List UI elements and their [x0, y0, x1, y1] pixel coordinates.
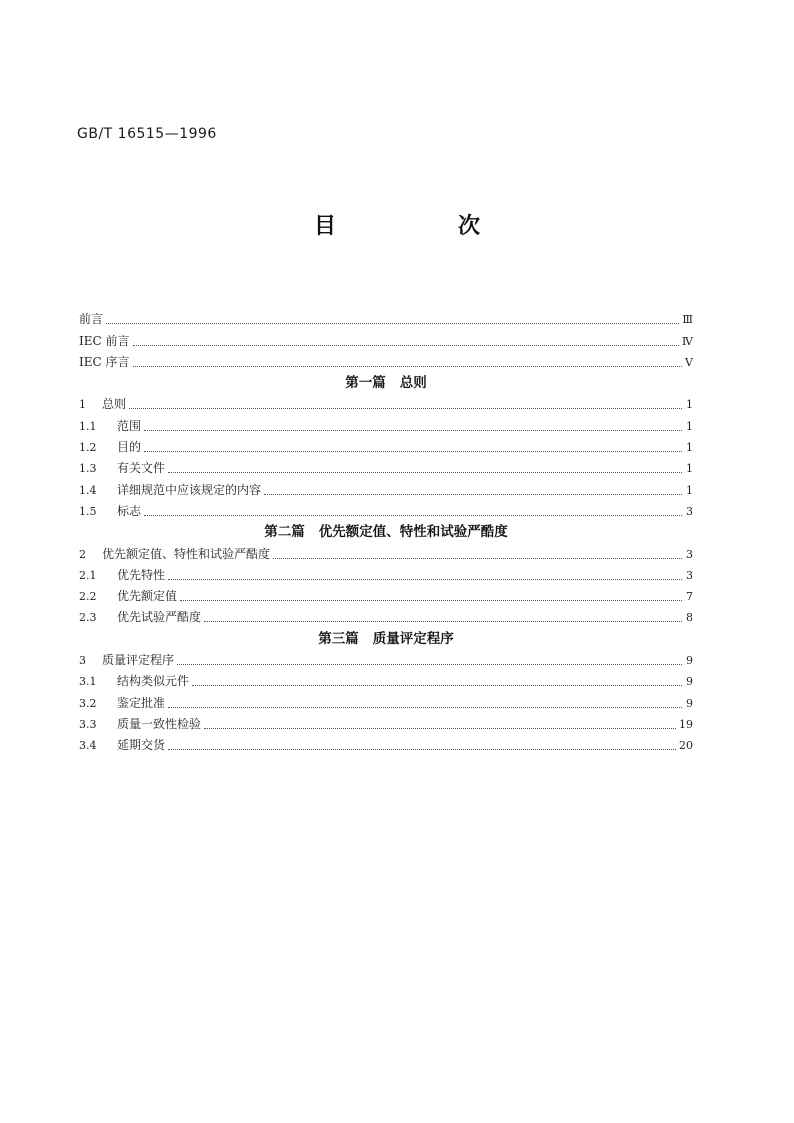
toc-entry[interactable] — [79, 668, 693, 689]
toc-entry-label: 前言 — [79, 312, 104, 327]
leader-dots — [106, 315, 679, 324]
toc-entry-page: 9 — [686, 654, 693, 668]
toc-entry-page: 19 — [679, 717, 693, 731]
toc-entry-label: 标志 — [117, 503, 142, 518]
toc-entry-label: 详细规范中应该规定的内容 — [117, 482, 262, 497]
toc-entry-number: 2.2 — [79, 590, 97, 604]
leader-dots — [192, 677, 682, 686]
toc-entry[interactable] — [79, 711, 693, 732]
toc-entry-page: 1 — [686, 398, 693, 412]
toc-entry-iec-preface[interactable] — [79, 349, 693, 370]
leader-dots — [204, 720, 676, 729]
toc-entry[interactable] — [79, 434, 693, 455]
leader-dots — [264, 486, 682, 495]
toc-entry-number: 3.2 — [79, 696, 97, 710]
toc-entry-number: 1 — [79, 398, 86, 412]
part-heading-3 — [79, 625, 693, 646]
toc-entry-page: 1 — [686, 441, 693, 455]
leader-dots — [168, 699, 682, 708]
toc-entry-number: 3 — [79, 654, 86, 668]
toc-entry[interactable] — [79, 583, 693, 604]
toc-entry-page: Ⅳ — [682, 334, 693, 348]
toc-entry-number: 3.4 — [79, 739, 97, 753]
toc-entry-label: 范围 — [117, 418, 142, 433]
toc-entry-number: 2.3 — [79, 611, 97, 625]
toc-entry-number: 1.5 — [79, 504, 97, 518]
toc-entry[interactable] — [79, 562, 693, 583]
toc-entry[interactable] — [79, 412, 693, 433]
toc-entry-page: 9 — [686, 696, 693, 710]
part-title: 总则 — [399, 375, 427, 392]
table-of-contents — [79, 306, 693, 753]
toc-entry-label: 鉴定批准 — [117, 695, 166, 710]
toc-entry-page: 1 — [686, 462, 693, 476]
page-title: 目 次 — [313, 214, 530, 239]
toc-entry-label: 优先试验严酷度 — [117, 610, 202, 625]
leader-dots — [133, 358, 683, 367]
toc-entry-number: 3.3 — [79, 717, 97, 731]
part-title: 优先额定值、特性和试验严酷度 — [318, 524, 508, 541]
toc-entry-number: 1.3 — [79, 462, 97, 476]
toc-entry-number: 2.1 — [79, 568, 97, 582]
toc-entry-number: 1.4 — [79, 483, 97, 497]
toc-entry[interactable] — [79, 540, 693, 561]
leader-dots — [133, 337, 680, 346]
toc-entry-label: 总则 — [102, 397, 127, 412]
toc-entry-number: 1.1 — [79, 419, 97, 433]
toc-entry-iec-foreword[interactable] — [79, 327, 693, 348]
toc-entry-page: Ⅴ — [685, 355, 693, 369]
toc-entry-page: Ⅲ — [682, 313, 693, 327]
toc-entry-label: 质量一致性检验 — [117, 716, 202, 731]
toc-entry-page: 8 — [686, 611, 693, 625]
toc-entry-page: 9 — [686, 675, 693, 689]
toc-entry-label: 质量评定程序 — [102, 653, 175, 668]
part-title: 质量评定程序 — [372, 630, 454, 647]
toc-entry[interactable] — [79, 498, 693, 519]
part-number: 第一篇 — [345, 375, 386, 392]
part-number: 第三篇 — [318, 630, 359, 647]
leader-dots — [129, 400, 682, 409]
leader-dots — [168, 464, 682, 473]
toc-entry-label: 优先特性 — [117, 567, 166, 582]
leader-dots — [177, 656, 682, 665]
toc-entry[interactable] — [79, 604, 693, 625]
leader-dots — [144, 443, 682, 452]
leader-dots — [168, 741, 676, 750]
toc-entry-label: 有关文件 — [117, 461, 166, 476]
toc-entry-foreword[interactable] — [79, 306, 693, 327]
leader-dots — [204, 613, 682, 622]
toc-entry-page: 7 — [686, 590, 693, 604]
leader-dots — [180, 592, 682, 601]
toc-entry-page: 3 — [686, 547, 693, 561]
toc-entry[interactable] — [79, 391, 693, 412]
toc-entry-number: 3.1 — [79, 675, 97, 689]
toc-entry[interactable] — [79, 647, 693, 668]
toc-entry-label: IEC 序言 — [79, 354, 130, 369]
standard-number: GB/T 16515—1996 — [77, 126, 217, 142]
toc-entry-page: 20 — [679, 739, 693, 753]
leader-dots — [144, 422, 682, 431]
leader-dots — [168, 571, 682, 580]
toc-entry-label: 优先额定值 — [117, 589, 178, 604]
part-heading-2 — [79, 519, 693, 540]
toc-entry-page: 1 — [686, 483, 693, 497]
toc-entry[interactable] — [79, 689, 693, 710]
toc-entry[interactable] — [79, 732, 693, 753]
toc-entry-page: 1 — [686, 419, 693, 433]
toc-entry-label: 优先额定值、特性和试验严酷度 — [102, 546, 271, 561]
toc-entry[interactable] — [79, 476, 693, 497]
toc-entry-number: 2 — [79, 547, 86, 561]
part-number: 第二篇 — [264, 524, 305, 541]
part-heading-1 — [79, 370, 693, 391]
toc-entry-number: 1.2 — [79, 441, 97, 455]
toc-entry[interactable] — [79, 455, 693, 476]
toc-entry-page: 3 — [686, 568, 693, 582]
toc-entry-label: IEC 前言 — [79, 333, 130, 348]
toc-entry-label: 目的 — [117, 440, 142, 455]
toc-entry-label: 结构类似元件 — [117, 674, 190, 689]
toc-entry-page: 3 — [686, 504, 693, 518]
toc-entry-label: 延期交货 — [117, 738, 166, 753]
leader-dots — [144, 507, 682, 516]
leader-dots — [273, 550, 682, 559]
